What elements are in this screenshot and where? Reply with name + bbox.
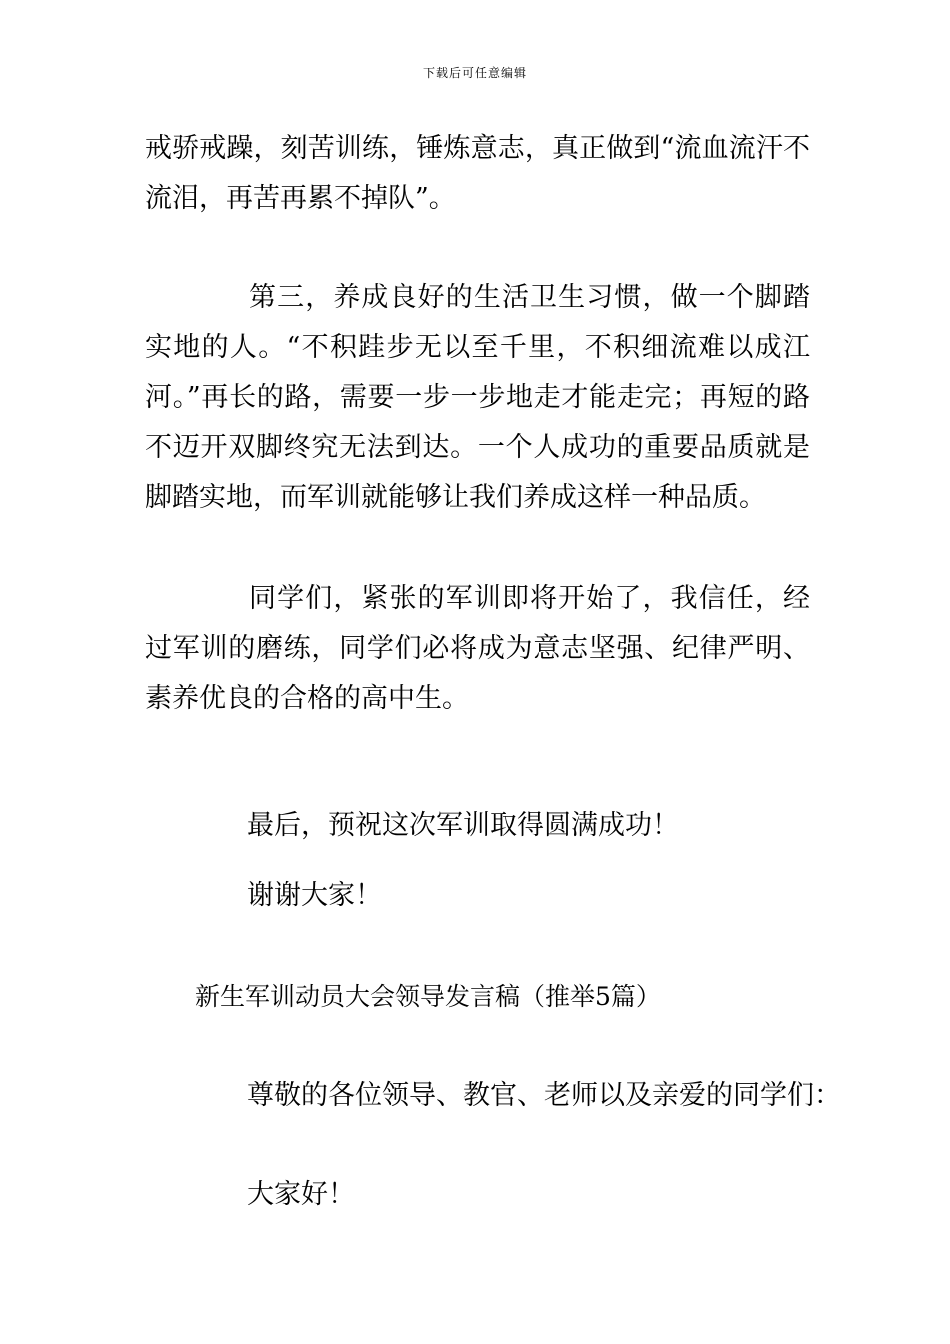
greeting: 大家好！	[247, 1179, 355, 1210]
paragraph-third-point: 第三，养成良好的生活卫生习惯，做一个脚踏实地的人。“不积跬步无以至千里，不积细流难以成江河。”再长的路，需要一步一步地走才能走完；再短的路不迈开双脚终究无法到达。一个人成功的重要品质就是脚踏实地，而军训就能够让我们养成这样一种品质。	[145, 282, 810, 513]
salutation: 尊敬的各位领导、教官、老师以及亲爱的同学们：	[247, 1080, 841, 1111]
closing-wish: 最后，预祝这次军训取得圆满成功！	[247, 810, 679, 841]
closing-thanks: 谢谢大家！	[247, 880, 382, 911]
page-header: 下载后可任意编辑	[422, 66, 527, 80]
paragraph-training-spirit: 戒骄戒躁，刻苦训练，锤炼意志，真正做到“流血流汗不流泪，再苦再累不掉队”。	[145, 133, 810, 214]
paragraph-students-encouragement: 同学们，紧张的军训即将开始了，我信任，经过军训的磨练，同学们必将成为意志坚强、纪律严明、素养优良的合格的高中生。	[145, 583, 810, 714]
section-title: 新生军训动员大会领导发言稿（推举5篇）	[195, 982, 661, 1011]
